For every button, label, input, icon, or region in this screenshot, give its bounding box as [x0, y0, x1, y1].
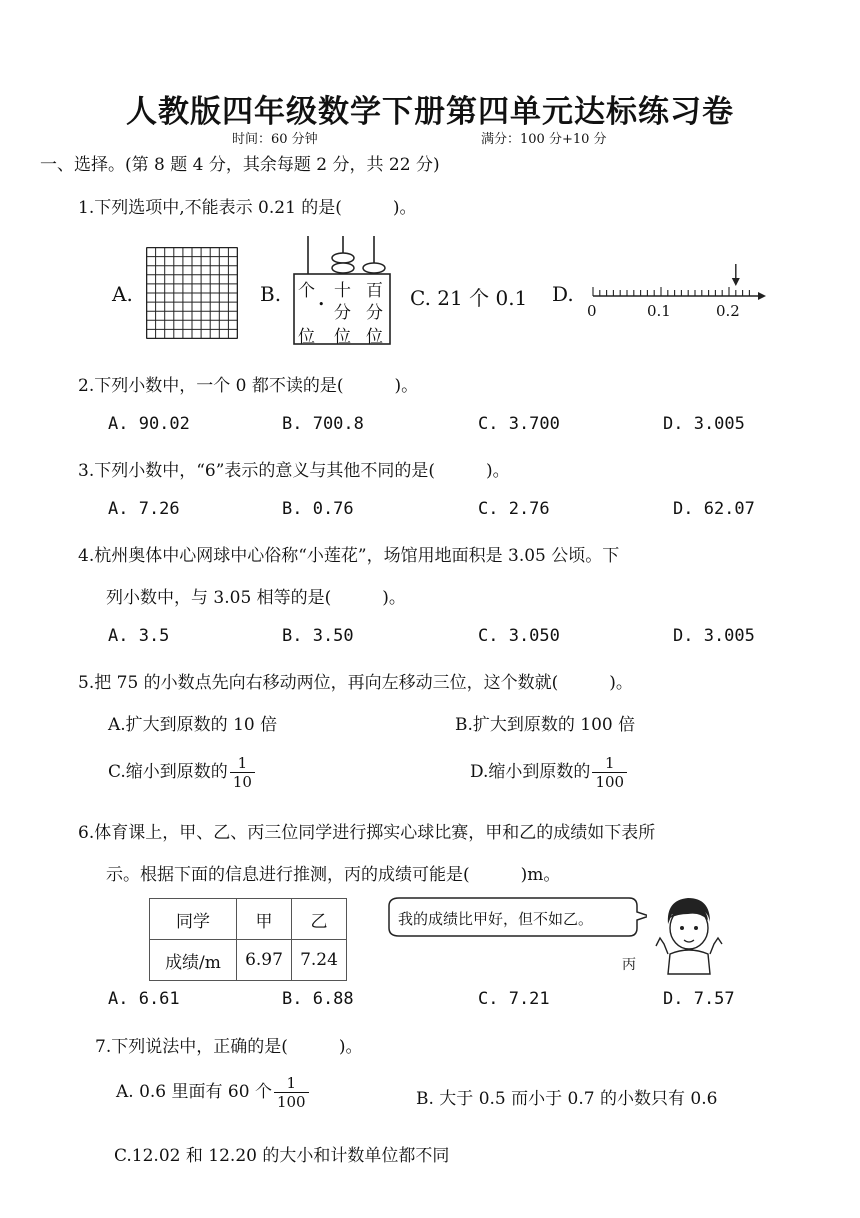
table-cell: 6.97 [237, 940, 292, 981]
fraction-one-hundredth: $\frac{1}{100}$ [274, 1074, 309, 1111]
q1-option-d-label: D. [552, 282, 574, 306]
q7-option-a-label: A. 0.6 里面有 60 个 [116, 1082, 272, 1102]
question-5-text: 5.把 75 的小数点先向右移动两位，再向左移动三位，这个数就( )。 [78, 673, 633, 693]
pointer-arrowhead [732, 278, 740, 286]
q2-option-a: A. 90.02 [108, 414, 190, 434]
question-7-text: 7.下列说法中，正确的是( )。 [95, 1037, 363, 1057]
q1-option-a-label: A. [112, 282, 133, 306]
q2-option-b: B. 700.8 [282, 414, 364, 434]
q4-option-a: A. 3.5 [108, 626, 170, 646]
abacus-col3-top: 百 [366, 281, 383, 301]
fraction-one-hundredth: $\frac{1}{100}$ [592, 754, 627, 791]
fraction-one-tenth: $\frac{1}{10}$ [230, 754, 255, 791]
table-cell: 7.24 [292, 940, 347, 981]
ruler-label-0-1: 0.1 [647, 302, 671, 320]
q7-option-b: B. 大于 0.5 而小于 0.7 的小数只有 0.6 [416, 1089, 718, 1109]
table-cell: 成绩/m [150, 940, 237, 981]
exam-full-score: 满分：100 分+10 分 [481, 132, 607, 147]
q6-option-d: D. 7.57 [663, 989, 735, 1009]
exam-time: 时间：60 分钟 [232, 132, 318, 147]
q2-option-d: D. 3.005 [663, 414, 745, 434]
speaker-label: 丙 [622, 957, 636, 973]
table-header-cell: 乙 [292, 899, 347, 940]
speech-text: 我的成绩比甲好，但不如乙。 [398, 910, 594, 928]
grid-figure [146, 247, 238, 339]
table-header-row [150, 899, 347, 940]
q3-option-b: B. 0.76 [282, 499, 354, 519]
q4-option-c: C. 3.050 [478, 626, 560, 646]
abacus-col2-top: 十 [334, 281, 351, 301]
q5-option-a: A.扩大到原数的 10 倍 [108, 715, 278, 735]
q7-option-c: C.12.02 和 12.20 的大小和计数单位都不同 [114, 1146, 450, 1166]
table-header-cell: 同学 [150, 899, 237, 940]
q5-option-d [470, 754, 627, 791]
axis-arrowhead [758, 292, 766, 300]
q6-option-b: B. 6.88 [282, 989, 354, 1009]
q6-option-a: A. 6.61 [108, 989, 180, 1009]
question-4-line2: 列小数中，与 3.05 相等的是( )。 [106, 588, 406, 608]
page-title: 人教版四年级数学下册第四单元达标练习卷 [126, 94, 734, 130]
q7-option-a [116, 1074, 309, 1111]
q3-option-d: D. 62.07 [673, 499, 755, 519]
question-6-line2: 示。根据下面的信息进行推测，丙的成绩可能是( )m。 [106, 865, 561, 885]
q2-option-c: C. 3.700 [478, 414, 560, 434]
question-3-text: 3.下列小数中，“6”表示的意义与其他不同的是( )。 [78, 461, 510, 481]
q1-option-b-label: B. [260, 282, 282, 306]
abacus-col1-bot: 位 [298, 327, 315, 347]
q4-option-b: B. 3.50 [282, 626, 354, 646]
question-2-text: 2.下列小数中，一个 0 都不读的是( )。 [78, 376, 419, 396]
q5-option-c-label: C.缩小到原数的 [108, 762, 228, 782]
q5-option-c [108, 754, 255, 791]
q5-option-d-label: D.缩小到原数的 [470, 762, 591, 782]
number-line-figure [588, 262, 770, 302]
q3-option-a: A. 7.26 [108, 499, 180, 519]
ruler-label-0-2: 0.2 [716, 302, 740, 320]
abacus-col1-top: 个 [298, 281, 315, 301]
question-6-line1: 6.体育课上，甲、乙、丙三位同学进行掷实心球比赛，甲和乙的成绩如下表所 [78, 823, 656, 843]
q1-option-c: C. 21 个 0.1 [410, 286, 528, 310]
abacus-col3-bot: 位 [366, 327, 383, 347]
q4-option-d: D. 3.005 [673, 626, 755, 646]
question-4-line1: 4.杭州奥体中心网球中心俗称“小莲花”，场馆用地面积是 3.05 公顷。下 [78, 546, 620, 566]
question-1-text: 1.下列选项中,不能表示 0.21 的是( )。 [78, 198, 417, 218]
table-row [150, 940, 347, 981]
q6-option-c: C. 7.21 [478, 989, 550, 1009]
abacus-col3-mid: 分 [366, 303, 383, 323]
score-table [149, 898, 347, 981]
table-header-cell: 甲 [237, 899, 292, 940]
abacus-col2-bot: 位 [334, 327, 351, 347]
q3-option-c: C. 2.76 [478, 499, 550, 519]
section-heading: 一、选择。(第 8 题 4 分，其余每题 2 分，共 22 分) [40, 155, 440, 175]
q5-option-b: B.扩大到原数的 100 倍 [455, 715, 636, 735]
ruler-label-0: 0 [587, 302, 597, 320]
boy-illustration [648, 894, 728, 976]
abacus-col2-mid: 分 [334, 303, 351, 323]
abacus-decimal-point: • [318, 298, 325, 311]
